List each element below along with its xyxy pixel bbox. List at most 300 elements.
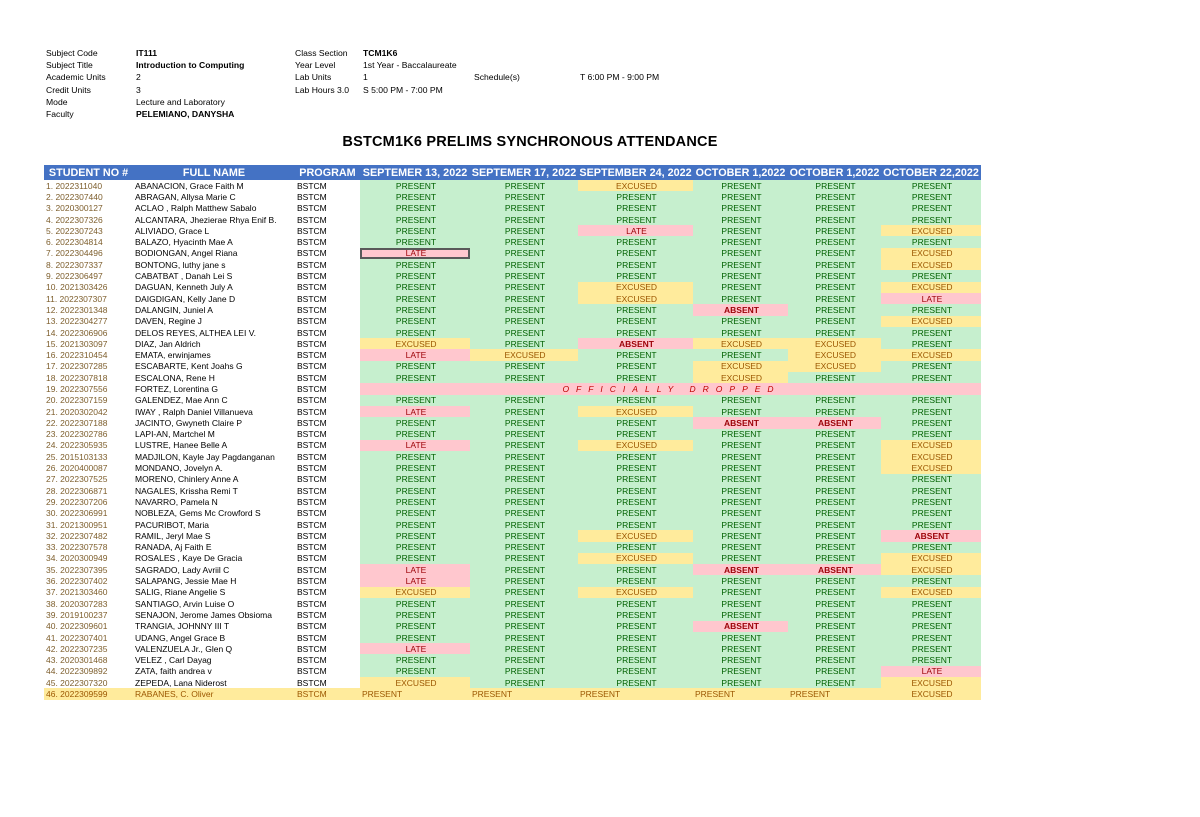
- attendance-cell[interactable]: PRESENT: [360, 429, 470, 440]
- attendance-cell[interactable]: PRESENT: [881, 327, 981, 338]
- attendance-cell[interactable]: PRESENT: [578, 203, 693, 214]
- program-cell[interactable]: BSTCM: [297, 383, 327, 394]
- attendance-cell[interactable]: PRESENT: [470, 293, 578, 304]
- attendance-cell[interactable]: PRESENT: [360, 225, 470, 236]
- attendance-cell[interactable]: PRESENT: [360, 259, 470, 270]
- program-cell[interactable]: BSTCM: [297, 519, 327, 530]
- attendance-cell[interactable]: PRESENT: [788, 191, 881, 202]
- full-name-cell[interactable]: VELEZ , Carl Dayag: [135, 655, 212, 666]
- attendance-cell[interactable]: PRESENT: [693, 553, 788, 564]
- header-oct-1[interactable]: OCTOBER 1,2022: [693, 165, 788, 180]
- attendance-cell[interactable]: LATE: [360, 575, 470, 586]
- attendance-cell[interactable]: PRESENT: [881, 417, 981, 428]
- attendance-cell[interactable]: PRESENT: [788, 259, 881, 270]
- attendance-cell[interactable]: PRESENT: [788, 429, 881, 440]
- attendance-cell[interactable]: PRESENT: [470, 304, 578, 315]
- full-name-cell[interactable]: GALENDEZ, Mae Ann C: [135, 395, 228, 406]
- attendance-cell[interactable]: PRESENT: [693, 440, 788, 451]
- full-name-cell[interactable]: SALAPANG, Jessie Mae H: [135, 576, 237, 587]
- attendance-cell[interactable]: PRESENT: [693, 214, 788, 225]
- student-no-cell[interactable]: 7. 2022304496: [46, 248, 103, 259]
- header-sep-13[interactable]: SEPTEMER 13, 2022: [360, 165, 470, 180]
- attendance-cell[interactable]: PRESENT: [470, 191, 578, 202]
- student-no-cell[interactable]: 23. 2022302786: [46, 429, 108, 440]
- attendance-cell[interactable]: PRESENT: [470, 508, 578, 519]
- attendance-cell[interactable]: PRESENT: [788, 587, 881, 598]
- attendance-cell[interactable]: PRESENT: [470, 553, 578, 564]
- student-no-cell[interactable]: 14. 2022306906: [46, 327, 108, 338]
- attendance-cell[interactable]: PRESENT: [470, 316, 578, 327]
- attendance-cell[interactable]: PRESENT: [360, 236, 470, 247]
- attendance-cell[interactable]: EXCUSED: [578, 406, 693, 417]
- program-cell[interactable]: BSTCM: [297, 372, 327, 383]
- full-name-cell[interactable]: PACURIBOT, Maria: [135, 519, 209, 530]
- attendance-cell[interactable]: PRESENT: [693, 688, 788, 699]
- student-no-cell[interactable]: 44. 2022309892: [46, 666, 108, 677]
- student-no-cell[interactable]: 17. 2022307285: [46, 361, 108, 372]
- attendance-cell[interactable]: PRESENT: [360, 462, 470, 473]
- header-program[interactable]: PROGRAM: [295, 165, 360, 180]
- attendance-cell[interactable]: PRESENT: [788, 293, 881, 304]
- attendance-cell[interactable]: PRESENT: [881, 429, 981, 440]
- attendance-cell[interactable]: PRESENT: [578, 451, 693, 462]
- attendance-cell[interactable]: PRESENT: [881, 598, 981, 609]
- attendance-cell[interactable]: PRESENT: [881, 372, 981, 383]
- program-cell[interactable]: BSTCM: [297, 259, 327, 270]
- attendance-cell[interactable]: PRESENT: [788, 609, 881, 620]
- attendance-cell[interactable]: LATE: [360, 349, 470, 360]
- attendance-cell[interactable]: PRESENT: [788, 508, 881, 519]
- attendance-cell[interactable]: EXCUSED: [578, 293, 693, 304]
- attendance-cell[interactable]: PRESENT: [360, 666, 470, 677]
- attendance-cell[interactable]: EXCUSED: [881, 248, 981, 259]
- student-no-cell[interactable]: 37. 2021303460: [46, 587, 108, 598]
- program-cell[interactable]: BSTCM: [297, 576, 327, 587]
- attendance-cell[interactable]: PRESENT: [578, 327, 693, 338]
- full-name-cell[interactable]: DAGUAN, Kenneth July A: [135, 282, 233, 293]
- attendance-cell[interactable]: EXCUSED: [881, 587, 981, 598]
- attendance-cell[interactable]: PRESENT: [693, 462, 788, 473]
- attendance-cell[interactable]: PRESENT: [578, 632, 693, 643]
- attendance-cell[interactable]: PRESENT: [470, 496, 578, 507]
- attendance-cell[interactable]: PRESENT: [693, 474, 788, 485]
- attendance-cell[interactable]: EXCUSED: [788, 349, 881, 360]
- student-no-cell[interactable]: 41. 2022307401: [46, 632, 108, 643]
- attendance-cell[interactable]: EXCUSED: [470, 349, 578, 360]
- student-no-cell[interactable]: 29. 2022307206: [46, 496, 108, 507]
- program-cell[interactable]: BSTCM: [297, 361, 327, 372]
- student-no-cell[interactable]: 28. 2022306871: [46, 485, 108, 496]
- attendance-cell[interactable]: EXCUSED: [578, 440, 693, 451]
- student-no-cell[interactable]: 25. 2015103133: [46, 451, 108, 462]
- full-name-cell[interactable]: ACLAO , Ralph Matthew Sabalo: [135, 203, 257, 214]
- program-cell[interactable]: BSTCM: [297, 304, 327, 315]
- attendance-cell[interactable]: EXCUSED: [881, 462, 981, 473]
- dropped-cell[interactable]: OFFICIALLY DROPPED: [360, 383, 981, 394]
- attendance-cell[interactable]: PRESENT: [470, 214, 578, 225]
- student-no-cell[interactable]: 10. 2021303426: [46, 282, 108, 293]
- full-name-cell[interactable]: TRANGIA, JOHNNY III T: [135, 621, 230, 632]
- attendance-cell[interactable]: EXCUSED: [578, 530, 693, 541]
- attendance-cell[interactable]: PRESENT: [578, 677, 693, 688]
- attendance-cell[interactable]: PRESENT: [693, 191, 788, 202]
- attendance-cell[interactable]: PRESENT: [578, 519, 693, 530]
- attendance-cell[interactable]: PRESENT: [470, 429, 578, 440]
- program-cell[interactable]: BSTCM: [297, 632, 327, 643]
- student-no-cell[interactable]: 16. 2022310454: [46, 350, 108, 361]
- attendance-cell[interactable]: ABSENT: [693, 304, 788, 315]
- attendance-cell[interactable]: PRESENT: [470, 406, 578, 417]
- program-cell[interactable]: BSTCM: [297, 271, 327, 282]
- attendance-cell[interactable]: PRESENT: [788, 270, 881, 281]
- attendance-cell[interactable]: PRESENT: [360, 654, 470, 665]
- attendance-cell[interactable]: PRESENT: [693, 587, 788, 598]
- attendance-cell[interactable]: PRESENT: [881, 406, 981, 417]
- student-no-cell[interactable]: 36. 2022307402: [46, 576, 108, 587]
- attendance-cell[interactable]: PRESENT: [470, 542, 578, 553]
- attendance-cell[interactable]: PRESENT: [470, 564, 578, 575]
- program-cell[interactable]: BSTCM: [297, 677, 327, 688]
- header-oct-1-second[interactable]: OCTOBER 1,2022: [789, 166, 880, 179]
- program-cell[interactable]: BSTCM: [297, 496, 327, 507]
- student-no-cell[interactable]: 32. 2022307482: [46, 530, 108, 541]
- attendance-cell[interactable]: PRESENT: [881, 496, 981, 507]
- attendance-cell[interactable]: PRESENT: [693, 609, 788, 620]
- attendance-cell[interactable]: PRESENT: [360, 632, 470, 643]
- student-no-cell[interactable]: 9. 2022306497: [46, 271, 103, 282]
- full-name-cell[interactable]: VALENZUELA Jr., Glen Q: [135, 643, 233, 654]
- program-cell[interactable]: BSTCM: [297, 463, 327, 474]
- program-cell[interactable]: BSTCM: [297, 609, 327, 620]
- attendance-cell[interactable]: ABSENT: [693, 564, 788, 575]
- full-name-cell[interactable]: DIAZ, Jan Aldrich: [135, 338, 201, 349]
- attendance-cell[interactable]: PRESENT: [470, 451, 578, 462]
- attendance-cell[interactable]: PRESENT: [881, 474, 981, 485]
- full-name-cell[interactable]: ESCALONA, Rene H: [135, 372, 215, 383]
- attendance-cell[interactable]: PRESENT: [881, 338, 981, 349]
- attendance-cell[interactable]: PRESENT: [360, 417, 470, 428]
- attendance-cell[interactable]: PRESENT: [788, 474, 881, 485]
- attendance-cell[interactable]: PRESENT: [881, 632, 981, 643]
- student-no-cell[interactable]: 2. 2022307440: [46, 191, 103, 202]
- attendance-cell[interactable]: PRESENT: [693, 327, 788, 338]
- attendance-cell[interactable]: PRESENT: [788, 666, 881, 677]
- program-cell[interactable]: BSTCM: [297, 282, 327, 293]
- attendance-cell[interactable]: PRESENT: [360, 609, 470, 620]
- student-no-cell[interactable]: 6. 2022304814: [46, 237, 103, 248]
- attendance-cell[interactable]: PRESENT: [470, 361, 578, 372]
- full-name-cell[interactable]: ZEPEDA, Lana Niderost: [135, 677, 227, 688]
- attendance-cell[interactable]: PRESENT: [470, 417, 578, 428]
- attendance-cell[interactable]: EXCUSED: [578, 553, 693, 564]
- program-cell[interactable]: BSTCM: [297, 180, 327, 191]
- attendance-cell[interactable]: PRESENT: [360, 203, 470, 214]
- attendance-cell[interactable]: PRESENT: [360, 496, 470, 507]
- attendance-cell[interactable]: PRESENT: [470, 666, 578, 677]
- attendance-cell[interactable]: PRESENT: [881, 395, 981, 406]
- attendance-cell[interactable]: PRESENT: [470, 270, 578, 281]
- attendance-cell[interactable]: PRESENT: [788, 598, 881, 609]
- student-no-cell[interactable]: 15. 2021303097: [46, 338, 108, 349]
- student-no-cell[interactable]: 38. 2020307283: [46, 598, 108, 609]
- attendance-cell[interactable]: PRESENT: [693, 203, 788, 214]
- attendance-cell[interactable]: PRESENT: [693, 508, 788, 519]
- attendance-cell[interactable]: EXCUSED: [881, 677, 981, 688]
- attendance-cell[interactable]: EXCUSED: [881, 564, 981, 575]
- attendance-cell[interactable]: PRESENT: [881, 654, 981, 665]
- program-cell[interactable]: BSTCM: [297, 598, 327, 609]
- attendance-cell[interactable]: PRESENT: [470, 225, 578, 236]
- full-name-cell[interactable]: RAMIL, Jeryl Mae S: [135, 530, 211, 541]
- attendance-cell[interactable]: PRESENT: [578, 214, 693, 225]
- attendance-cell[interactable]: PRESENT: [788, 372, 881, 383]
- attendance-cell[interactable]: PRESENT: [693, 282, 788, 293]
- attendance-cell[interactable]: PRESENT: [881, 270, 981, 281]
- program-cell[interactable]: BSTCM: [297, 316, 327, 327]
- attendance-cell[interactable]: PRESENT: [881, 621, 981, 632]
- attendance-cell[interactable]: PRESENT: [470, 395, 578, 406]
- student-no-cell[interactable]: 20. 2022307159: [46, 395, 108, 406]
- attendance-cell[interactable]: PRESENT: [693, 395, 788, 406]
- full-name-cell[interactable]: MADJILON, Kayle Jay Pagdanganan: [135, 451, 275, 462]
- attendance-cell[interactable]: EXCUSED: [788, 361, 881, 372]
- attendance-cell[interactable]: PRESENT: [693, 225, 788, 236]
- attendance-cell[interactable]: PRESENT: [693, 180, 788, 191]
- attendance-cell[interactable]: PRESENT: [578, 643, 693, 654]
- attendance-cell[interactable]: ABSENT: [788, 417, 881, 428]
- attendance-cell[interactable]: PRESENT: [360, 519, 470, 530]
- student-no-cell[interactable]: 45. 2022307320: [46, 677, 108, 688]
- full-name-cell[interactable]: LUSTRE, Hanee Belle A: [135, 440, 228, 451]
- attendance-cell[interactable]: EXCUSED: [693, 372, 788, 383]
- attendance-cell[interactable]: EXCUSED: [881, 316, 981, 327]
- full-name-cell[interactable]: ZATA, faith andrea v: [135, 666, 212, 677]
- attendance-cell[interactable]: PRESENT: [360, 327, 470, 338]
- attendance-cell[interactable]: PRESENT: [578, 496, 693, 507]
- full-name-cell[interactable]: NOBLEZA, Gems Mc Crowford S: [135, 508, 261, 519]
- attendance-cell[interactable]: PRESENT: [693, 236, 788, 247]
- attendance-cell[interactable]: EXCUSED: [881, 259, 981, 270]
- attendance-cell[interactable]: PRESENT: [360, 180, 470, 191]
- student-no-cell[interactable]: 1. 2022311040: [46, 180, 103, 191]
- program-cell[interactable]: BSTCM: [297, 395, 327, 406]
- full-name-cell[interactable]: BONTONG, luthy jane s: [135, 259, 226, 270]
- attendance-cell[interactable]: ABSENT: [881, 530, 981, 541]
- student-no-cell[interactable]: 30. 2022306991: [46, 508, 108, 519]
- full-name-cell[interactable]: DALANGIN, Juniel A: [135, 304, 213, 315]
- attendance-cell[interactable]: EXCUSED: [360, 587, 470, 598]
- attendance-cell[interactable]: PRESENT: [693, 248, 788, 259]
- attendance-cell[interactable]: ABSENT: [693, 621, 788, 632]
- attendance-cell[interactable]: PRESENT: [881, 485, 981, 496]
- attendance-cell[interactable]: EXCUSED: [693, 338, 788, 349]
- attendance-cell[interactable]: PRESENT: [470, 575, 578, 586]
- attendance-cell[interactable]: PRESENT: [788, 282, 881, 293]
- attendance-cell[interactable]: PRESENT: [693, 259, 788, 270]
- student-no-cell[interactable]: 3. 2020300127: [46, 203, 103, 214]
- attendance-cell[interactable]: PRESENT: [578, 395, 693, 406]
- attendance-cell[interactable]: PRESENT: [693, 643, 788, 654]
- attendance-cell[interactable]: PRESENT: [360, 214, 470, 225]
- full-name-cell[interactable]: CABATBAT , Danah Lei S: [135, 271, 233, 282]
- attendance-cell[interactable]: EXCUSED: [881, 553, 981, 564]
- attendance-cell[interactable]: PRESENT: [788, 203, 881, 214]
- attendance-cell[interactable]: PRESENT: [881, 643, 981, 654]
- program-cell[interactable]: BSTCM: [297, 191, 327, 202]
- attendance-cell[interactable]: LATE: [360, 440, 470, 451]
- attendance-cell[interactable]: ABSENT: [788, 564, 881, 575]
- program-cell[interactable]: BSTCM: [297, 474, 327, 485]
- attendance-cell[interactable]: PRESENT: [578, 688, 693, 699]
- attendance-cell[interactable]: PRESENT: [360, 293, 470, 304]
- attendance-cell[interactable]: PRESENT: [693, 293, 788, 304]
- program-cell[interactable]: BSTCM: [297, 248, 327, 259]
- full-name-cell[interactable]: NAGALES, Krissha Remi T: [135, 485, 238, 496]
- full-name-cell[interactable]: ABANACION, Grace Faith M: [135, 180, 244, 191]
- header-full-name[interactable]: FULL NAME: [133, 165, 295, 180]
- attendance-cell[interactable]: PRESENT: [693, 406, 788, 417]
- full-name-cell[interactable]: ESCABARTE, Kent Joahs G: [135, 361, 243, 372]
- program-cell[interactable]: BSTCM: [297, 338, 327, 349]
- attendance-cell[interactable]: PRESENT: [693, 530, 788, 541]
- attendance-cell[interactable]: PRESENT: [470, 485, 578, 496]
- attendance-cell[interactable]: PRESENT: [470, 203, 578, 214]
- program-cell[interactable]: BSTCM: [297, 406, 327, 417]
- attendance-cell[interactable]: PRESENT: [788, 575, 881, 586]
- attendance-cell[interactable]: PRESENT: [360, 282, 470, 293]
- student-no-cell[interactable]: 39. 2019100237: [46, 609, 108, 620]
- student-no-cell[interactable]: 33. 2022307578: [46, 542, 108, 553]
- attendance-cell[interactable]: PRESENT: [788, 440, 881, 451]
- attendance-cell[interactable]: EXCUSED: [881, 688, 981, 699]
- attendance-cell[interactable]: PRESENT: [788, 327, 881, 338]
- attendance-cell[interactable]: LATE: [881, 293, 981, 304]
- full-name-cell[interactable]: EMATA, erwinjames: [135, 350, 211, 361]
- attendance-cell[interactable]: PRESENT: [881, 519, 981, 530]
- attendance-cell[interactable]: PRESENT: [578, 474, 693, 485]
- student-no-cell[interactable]: 5. 2022307243: [46, 225, 103, 236]
- attendance-cell[interactable]: PRESENT: [578, 666, 693, 677]
- attendance-cell[interactable]: PRESENT: [470, 462, 578, 473]
- attendance-cell[interactable]: PRESENT: [470, 598, 578, 609]
- full-name-cell[interactable]: ABRAGAN, Allysa Marie C: [135, 191, 236, 202]
- student-no-cell[interactable]: 18. 2022307818: [46, 372, 108, 383]
- attendance-cell[interactable]: PRESENT: [693, 632, 788, 643]
- full-name-cell[interactable]: SENAJON, Jerome James Obsioma: [135, 609, 272, 620]
- attendance-cell[interactable]: LATE: [360, 406, 470, 417]
- attendance-cell[interactable]: PRESENT: [788, 542, 881, 553]
- program-cell[interactable]: BSTCM: [297, 350, 327, 361]
- attendance-cell[interactable]: EXCUSED: [360, 677, 470, 688]
- attendance-cell[interactable]: PRESENT: [578, 361, 693, 372]
- program-cell[interactable]: BSTCM: [295, 688, 360, 699]
- program-cell[interactable]: BSTCM: [297, 417, 327, 428]
- attendance-cell[interactable]: PRESENT: [693, 575, 788, 586]
- program-cell[interactable]: BSTCM: [297, 429, 327, 440]
- attendance-cell[interactable]: PRESENT: [360, 372, 470, 383]
- attendance-cell[interactable]: EXCUSED: [578, 587, 693, 598]
- program-cell[interactable]: BSTCM: [297, 225, 327, 236]
- attendance-cell[interactable]: PRESENT: [788, 451, 881, 462]
- student-no-cell[interactable]: 19. 2022307556: [46, 383, 108, 394]
- attendance-cell[interactable]: EXCUSED: [578, 180, 693, 191]
- program-cell[interactable]: BSTCM: [297, 508, 327, 519]
- attendance-cell[interactable]: PRESENT: [693, 451, 788, 462]
- attendance-cell[interactable]: PRESENT: [881, 575, 981, 586]
- program-cell[interactable]: BSTCM: [297, 530, 327, 541]
- attendance-cell[interactable]: PRESENT: [881, 236, 981, 247]
- attendance-cell[interactable]: PRESENT: [470, 621, 578, 632]
- attendance-cell[interactable]: PRESENT: [578, 259, 693, 270]
- student-no-cell[interactable]: 42. 2022307235: [46, 643, 108, 654]
- attendance-cell[interactable]: PRESENT: [470, 372, 578, 383]
- attendance-cell[interactable]: PRESENT: [470, 530, 578, 541]
- attendance-cell[interactable]: PRESENT: [788, 214, 881, 225]
- full-name-cell[interactable]: JACINTO, Gwyneth Claire P: [135, 417, 243, 428]
- attendance-cell[interactable]: EXCUSED: [881, 451, 981, 462]
- attendance-cell[interactable]: PRESENT: [693, 677, 788, 688]
- attendance-cell[interactable]: PRESENT: [788, 180, 881, 191]
- student-no-cell[interactable]: 46. 2022309599: [44, 688, 133, 699]
- attendance-cell[interactable]: PRESENT: [578, 417, 693, 428]
- attendance-cell[interactable]: PRESENT: [360, 621, 470, 632]
- attendance-cell[interactable]: PRESENT: [578, 349, 693, 360]
- full-name-cell[interactable]: UDANG, Angel Grace B: [135, 632, 226, 643]
- attendance-cell[interactable]: PRESENT: [470, 474, 578, 485]
- attendance-cell[interactable]: ABSENT: [693, 417, 788, 428]
- attendance-cell[interactable]: LATE: [360, 248, 470, 259]
- program-cell[interactable]: BSTCM: [297, 564, 327, 575]
- attendance-cell[interactable]: EXCUSED: [693, 361, 788, 372]
- attendance-cell[interactable]: PRESENT: [788, 406, 881, 417]
- attendance-cell[interactable]: PRESENT: [578, 236, 693, 247]
- student-no-cell[interactable]: 24. 2022305935: [46, 440, 108, 451]
- header-student-no[interactable]: STUDENT NO #: [44, 165, 133, 180]
- program-cell[interactable]: BSTCM: [297, 203, 327, 214]
- program-cell[interactable]: BSTCM: [297, 451, 327, 462]
- attendance-cell[interactable]: PRESENT: [578, 564, 693, 575]
- full-name-cell[interactable]: BALAZO, Hyacinth Mae A: [135, 237, 233, 248]
- attendance-cell[interactable]: PRESENT: [360, 451, 470, 462]
- attendance-cell[interactable]: PRESENT: [470, 587, 578, 598]
- attendance-cell[interactable]: PRESENT: [788, 621, 881, 632]
- full-name-cell[interactable]: IWAY , Ralph Daniel Villanueva: [135, 406, 253, 417]
- attendance-cell[interactable]: PRESENT: [578, 609, 693, 620]
- attendance-cell[interactable]: PRESENT: [578, 598, 693, 609]
- full-name-cell[interactable]: FORTEZ, Lorentina G: [135, 383, 218, 394]
- attendance-cell[interactable]: PRESENT: [360, 474, 470, 485]
- full-name-cell[interactable]: MORENO, Chinlery Anne A: [135, 474, 239, 485]
- full-name-cell[interactable]: DELOS REYES, ALTHEA LEI V.: [135, 327, 256, 338]
- attendance-cell[interactable]: PRESENT: [578, 304, 693, 315]
- attendance-cell[interactable]: EXCUSED: [881, 282, 981, 293]
- full-name-cell[interactable]: ROSALES , Kaye De Gracia: [135, 553, 243, 564]
- program-cell[interactable]: BSTCM: [297, 237, 327, 248]
- attendance-cell[interactable]: PRESENT: [360, 485, 470, 496]
- attendance-cell[interactable]: PRESENT: [788, 530, 881, 541]
- full-name-cell[interactable]: LAPI-AN, Martchel M: [135, 429, 215, 440]
- attendance-cell[interactable]: PRESENT: [788, 496, 881, 507]
- attendance-cell[interactable]: PRESENT: [788, 236, 881, 247]
- header-sep-24[interactable]: SEPTEMBER 24, 2022: [579, 166, 692, 179]
- attendance-cell[interactable]: PRESENT: [578, 462, 693, 473]
- attendance-cell[interactable]: PRESENT: [578, 429, 693, 440]
- attendance-cell[interactable]: PRESENT: [693, 598, 788, 609]
- attendance-cell[interactable]: PRESENT: [470, 259, 578, 270]
- attendance-cell[interactable]: PRESENT: [693, 666, 788, 677]
- attendance-cell[interactable]: PRESENT: [693, 519, 788, 530]
- attendance-cell[interactable]: EXCUSED: [578, 282, 693, 293]
